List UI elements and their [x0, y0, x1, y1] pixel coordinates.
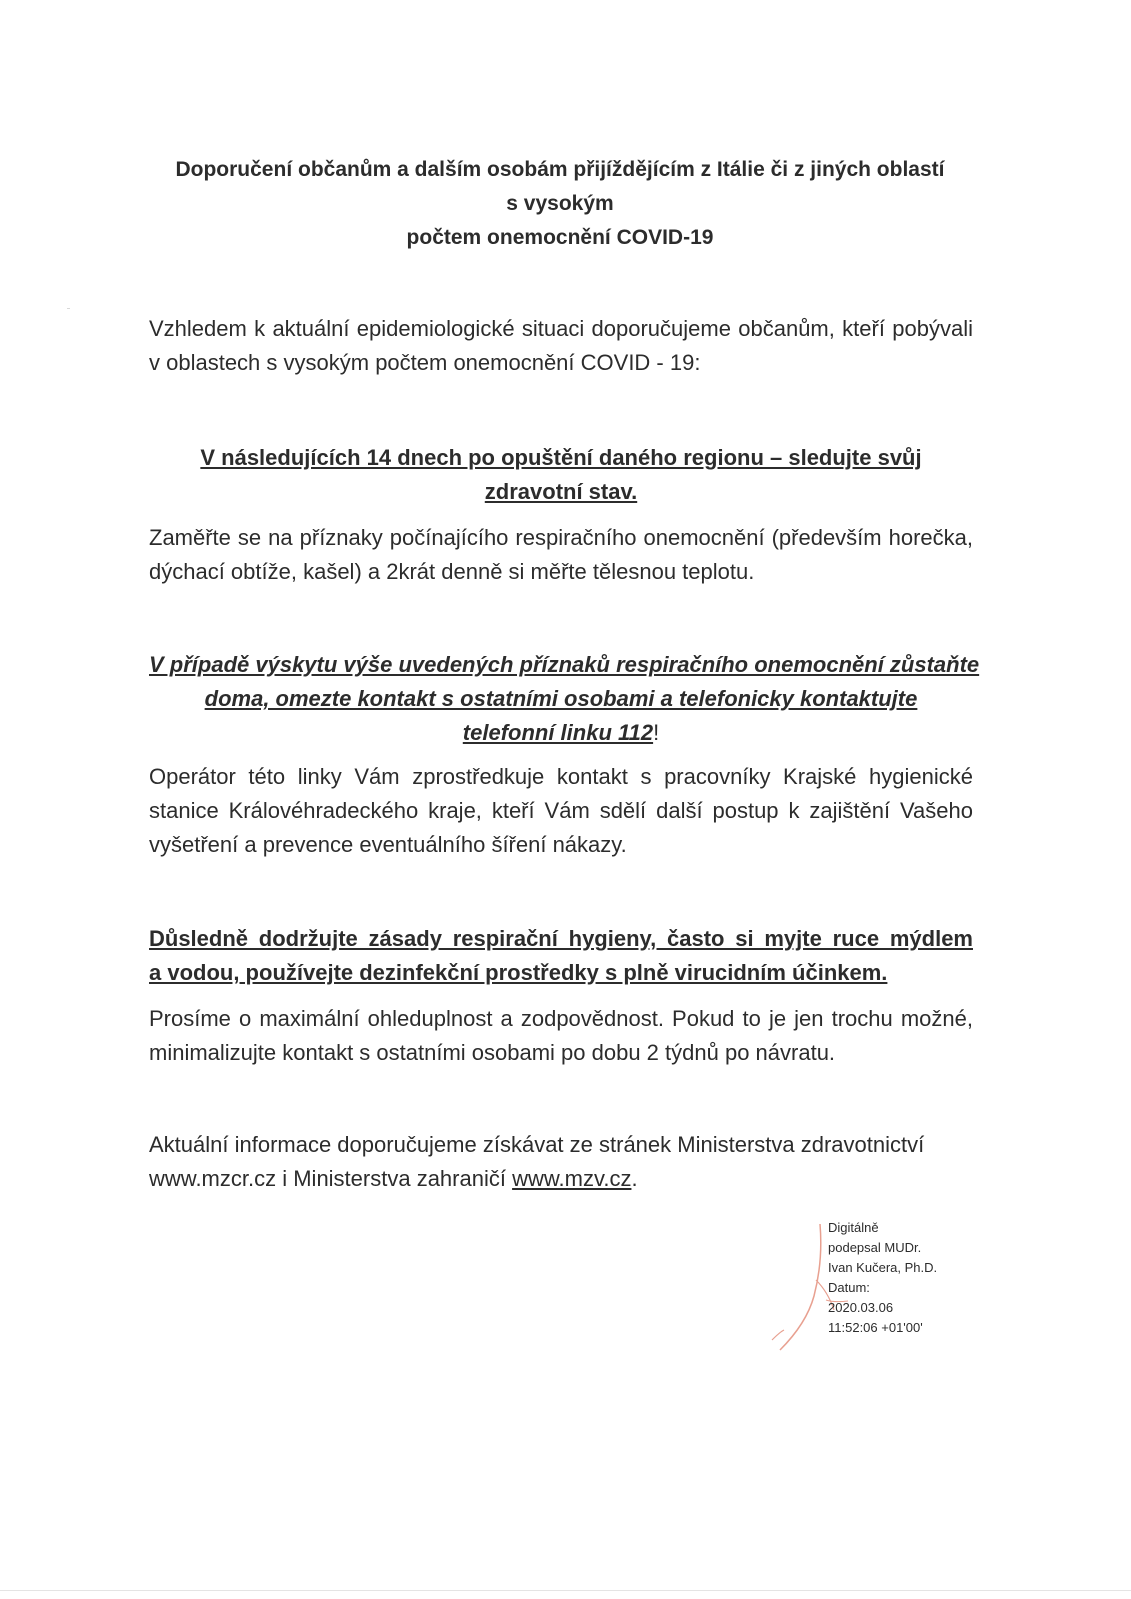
- title-line-1: Doporučení občanům a dalším osobám přijíždějícím z Itálie či z jiných oblastí: [175, 158, 945, 181]
- monitor-heading-line-1: V následujících 14 dnech po opuštění daného regionu – sledujte svůj: [200, 445, 922, 470]
- title-line-3: počtem onemocnění COVID-19: [406, 226, 714, 249]
- operator-paragraph: Operátor této linky Vám zprostředkuje kontakt s pracovníky Krajské hygienické stanice Královéhradeckého kraje, kteří Vám sdělí další postup k zajištění Vašeho vyšetření a prevence eventuálního šíření nákazy.: [149, 764, 973, 857]
- monitor-heading: [149, 441, 973, 509]
- signature-line-6: 11:52:06 +01'00': [828, 1320, 923, 1335]
- scan-mark: [67, 308, 70, 309]
- stay-home-notice: [149, 648, 980, 750]
- signature-line-1: Digitálně: [828, 1220, 879, 1235]
- signature-line-3: Ivan Kučera, Ph.D.: [828, 1260, 938, 1275]
- digital-signature: [770, 1218, 990, 1358]
- info-paragraph: [149, 1128, 973, 1196]
- title-line-2: s vysokým: [506, 192, 614, 215]
- signature-line-5: 2020.03.06: [828, 1300, 894, 1315]
- info-line-1: Aktuální informace doporučujeme získávat ze stránek Ministerstva zdravotnictví: [149, 1132, 925, 1157]
- signature-line-4: Datum:: [828, 1280, 870, 1295]
- mzv-link[interactable]: www.mzv.cz: [512, 1166, 632, 1191]
- emergency-line-112: telefonní linku 112: [462, 720, 654, 745]
- intro-paragraph: Vzhledem k aktuální epidemiologické situaci doporučujeme občanům, kteří pobývali v oblastech s vysokým počtem onemocnění COVID - 19:: [149, 316, 973, 375]
- document-title: [140, 153, 980, 255]
- info-line-2-prefix: www.mzcr.cz i Ministerstva zahraničí: [149, 1166, 513, 1191]
- monitor-heading-line-2: zdravotní stav.: [484, 479, 638, 504]
- signature-text: [828, 1218, 937, 1338]
- signature-line-2: podepsal MUDr.: [828, 1240, 922, 1255]
- hygiene-heading: [149, 922, 973, 990]
- info-line-2-suffix: .: [631, 1166, 638, 1191]
- stay-home-line-2: doma, omezte kontakt s ostatními osobami a telefonicky kontaktujte: [204, 686, 918, 711]
- emergency-line-suffix: !: [653, 720, 660, 745]
- stay-home-line-1: V případě výskytu výše uvedených příznaků respiračního onemocnění zůstaňte: [149, 652, 980, 677]
- hygiene-line-1: Důsledně dodržujte zásady respirační hygieny, často si myjte ruce mýdlem: [149, 926, 973, 951]
- scan-bottom-edge: [0, 1590, 1131, 1591]
- symptoms-paragraph: Zaměřte se na příznaky počínajícího respiračního onemocnění (především horečka, dýchací obtíže, kašel) a 2krát denně si měřte tělesnou teplotu.: [149, 525, 973, 584]
- caution-paragraph: Prosíme o maximální ohleduplnost a zodpovědnost. Pokud to je jen trochu možné, minimalizujte kontakt s ostatními osobami po dobu 2 týdnů po návratu.: [149, 1006, 973, 1065]
- hygiene-line-2: a vodou, používejte dezinfekční prostředky s plně virucidním účinkem.: [149, 960, 888, 985]
